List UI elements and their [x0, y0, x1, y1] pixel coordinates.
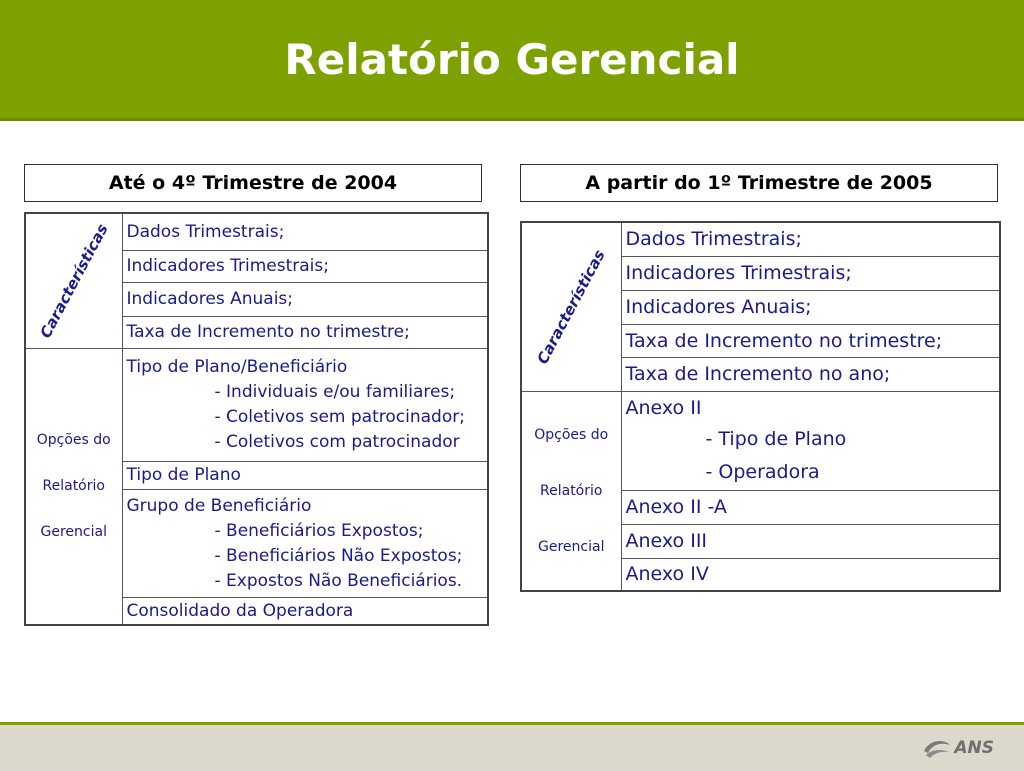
ans-logo: [922, 735, 994, 761]
left-report-table: [24, 212, 489, 626]
characteristic-item: Indicadores Anuais;: [621, 290, 1000, 324]
options-header: [521, 391, 621, 591]
option-annex-2: [621, 391, 1000, 490]
table-row: [25, 213, 488, 250]
footer-bar: [0, 722, 1024, 771]
characteristics-header: [521, 222, 621, 391]
ans-swoosh-icon: [922, 737, 952, 759]
left-period-label: Até o 4º Trimestre de 2004: [108, 172, 398, 194]
characteristic-item: Indicadores Trimestrais;: [122, 250, 488, 282]
option-annex-4: Anexo IV: [621, 558, 1000, 591]
options-header: [25, 348, 122, 625]
option-title: Grupo de Beneficiário: [126, 495, 312, 516]
option-subitem: - Beneficiários Expostos;: [214, 520, 424, 541]
option-plan-beneficiary: [122, 348, 488, 461]
options-label-line: Gerencial: [40, 524, 107, 541]
options-label-line: Relatório: [540, 482, 603, 499]
option-beneficiary-group: [122, 489, 488, 597]
table-row: [25, 348, 488, 461]
right-period-label: A partir do 1º Trimestre de 2005: [585, 172, 933, 194]
page-title: Relatório Gerencial: [284, 35, 740, 84]
characteristic-item: Taxa de Incremento no ano;: [621, 357, 1000, 391]
option-title: Tipo de Plano/Beneficiário: [126, 357, 348, 377]
characteristic-item: Indicadores Anuais;: [122, 282, 488, 316]
option-subitem: - Operadora: [705, 460, 820, 483]
right-period-box: [520, 164, 998, 202]
characteristics-header: [25, 213, 122, 348]
option-subitem: - Coletivos sem patrocinador;: [214, 407, 465, 427]
characteristic-item: Taxa de Incremento no trimestre;: [122, 316, 488, 348]
options-label-line: Gerencial: [538, 538, 605, 555]
option-annex-2a: Anexo II -A: [621, 490, 1000, 524]
option-consolidated: Consolidado da Operadora: [122, 597, 488, 625]
header-bar: [0, 0, 1024, 121]
characteristic-item: Taxa de Incremento no trimestre;: [621, 324, 1000, 357]
table-row: [521, 391, 1000, 490]
option-plan-type: Tipo de Plano: [122, 461, 488, 489]
option-subitem: - Individuais e/ou familiares;: [214, 382, 456, 402]
options-label-line: Relatório: [42, 478, 105, 495]
right-report-table: [520, 221, 1001, 592]
left-period-box: [24, 164, 482, 202]
characteristics-label: Características: [533, 246, 609, 367]
option-subitem: - Tipo de Plano: [705, 427, 847, 450]
option-subitem: - Expostos Não Beneficiários.: [214, 570, 463, 591]
table-row: [521, 222, 1000, 256]
characteristics-label: Características: [36, 220, 112, 341]
characteristic-item: Indicadores Trimestrais;: [621, 256, 1000, 290]
option-annex-3: Anexo III: [621, 524, 1000, 558]
characteristic-item: Dados Trimestrais;: [621, 222, 1000, 256]
option-subitem: - Coletivos com patrocinador: [214, 432, 460, 452]
logo-text: ANS: [954, 738, 994, 758]
options-label-line: Opções do: [36, 432, 111, 449]
option-title: Anexo II: [625, 396, 702, 419]
characteristic-item: Dados Trimestrais;: [122, 213, 488, 250]
option-subitem: - Beneficiários Não Expostos;: [214, 545, 463, 566]
options-label-line: Opções do: [534, 426, 609, 443]
